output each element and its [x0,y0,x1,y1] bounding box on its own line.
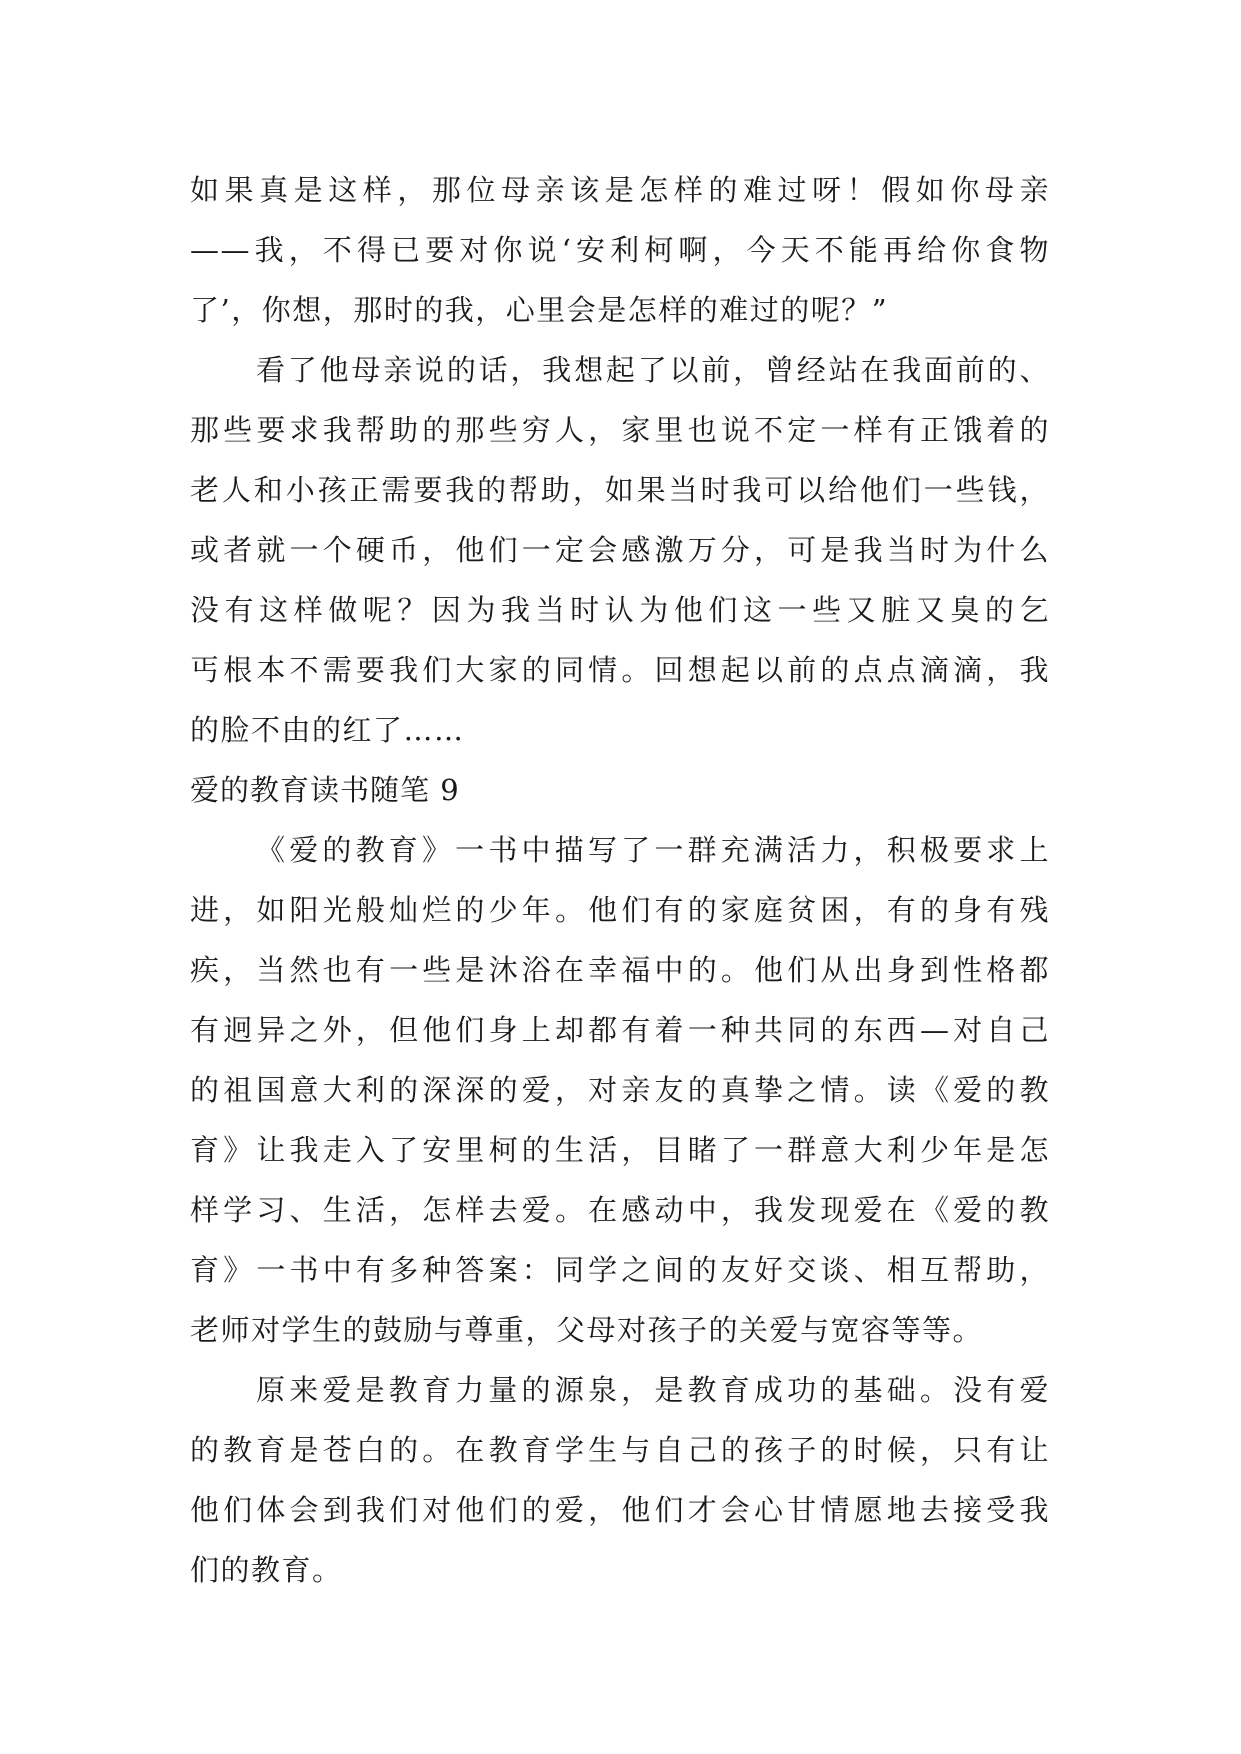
text-line: ——我，不得已要对你说‘安利柯啊，今天不能再给你食物 [190,233,1050,267]
section-title: 爱的教育读书随笔 9 [190,773,460,807]
text-line: 看了他母亲说的话，我想起了以前，曾经站在我面前的、 [256,353,1050,387]
text-line: 了’，你想，那时的我，心里会是怎样的难过的呢？” [190,293,889,327]
text-line: 们的教育。 [190,1553,343,1587]
text-line: 原来爱是教育力量的源泉，是教育成功的基础。没有爱 [256,1373,1050,1407]
text-line: 没有这样做呢？因为我当时认为他们这一些又脏又臭的乞 [190,593,1050,627]
text-line: 的脸不由的红了…… [190,713,465,747]
text-line: 如果真是这样，那位母亲该是怎样的难过呀！假如你母亲 [190,173,1050,207]
text-line: 育》让我走入了安里柯的生活，目睹了一群意大利少年是怎 [190,1133,1050,1167]
text-line: 育》一书中有多种答案：同学之间的友好交谈、相互帮助， [190,1253,1050,1287]
text-line: 老人和小孩正需要我的帮助，如果当时我可以给他们一些钱， [190,473,1050,507]
text-line: 的教育是苍白的。在教育学生与自己的孩子的时候，只有让 [190,1433,1050,1467]
document-page [190,160,1050,1600]
paragraph-conclusion [190,1360,1050,1600]
text-line: 的祖国意大利的深深的爱，对亲友的真挚之情。读《爱的教 [190,1073,1050,1107]
paragraph-continued [190,160,1050,340]
text-line: 他们体会到我们对他们的爱，他们才会心甘情愿地去接受我 [190,1493,1050,1527]
text-line: 丐根本不需要我们大家的同情。回想起以前的点点滴滴，我 [190,653,1050,687]
text-line: 那些要求我帮助的那些穷人，家里也说不定一样有正饿着的 [190,413,1050,447]
text-line: 《爱的教育》一书中描写了一群充满活力，积极要求上 [256,833,1050,867]
text-line: 样学习、生活，怎样去爱。在感动中，我发现爱在《爱的教 [190,1193,1050,1227]
text-line: 有迥异之外，但他们身上却都有着一种共同的东西—对自己 [190,1013,1050,1047]
text-line: 进，如阳光般灿烂的少年。他们有的家庭贫困，有的身有残 [190,893,1050,927]
text-line: 或者就一个硬币，他们一定会感激万分，可是我当时为什么 [190,533,1050,567]
paragraph-book-summary [190,820,1050,1360]
paragraph-reflection [190,340,1050,760]
text-line: 老师对学生的鼓励与尊重，父母对孩子的关爱与宽容等等。 [190,1313,984,1347]
text-line: 疾，当然也有一些是沐浴在幸福中的。他们从出身到性格都 [190,953,1050,987]
